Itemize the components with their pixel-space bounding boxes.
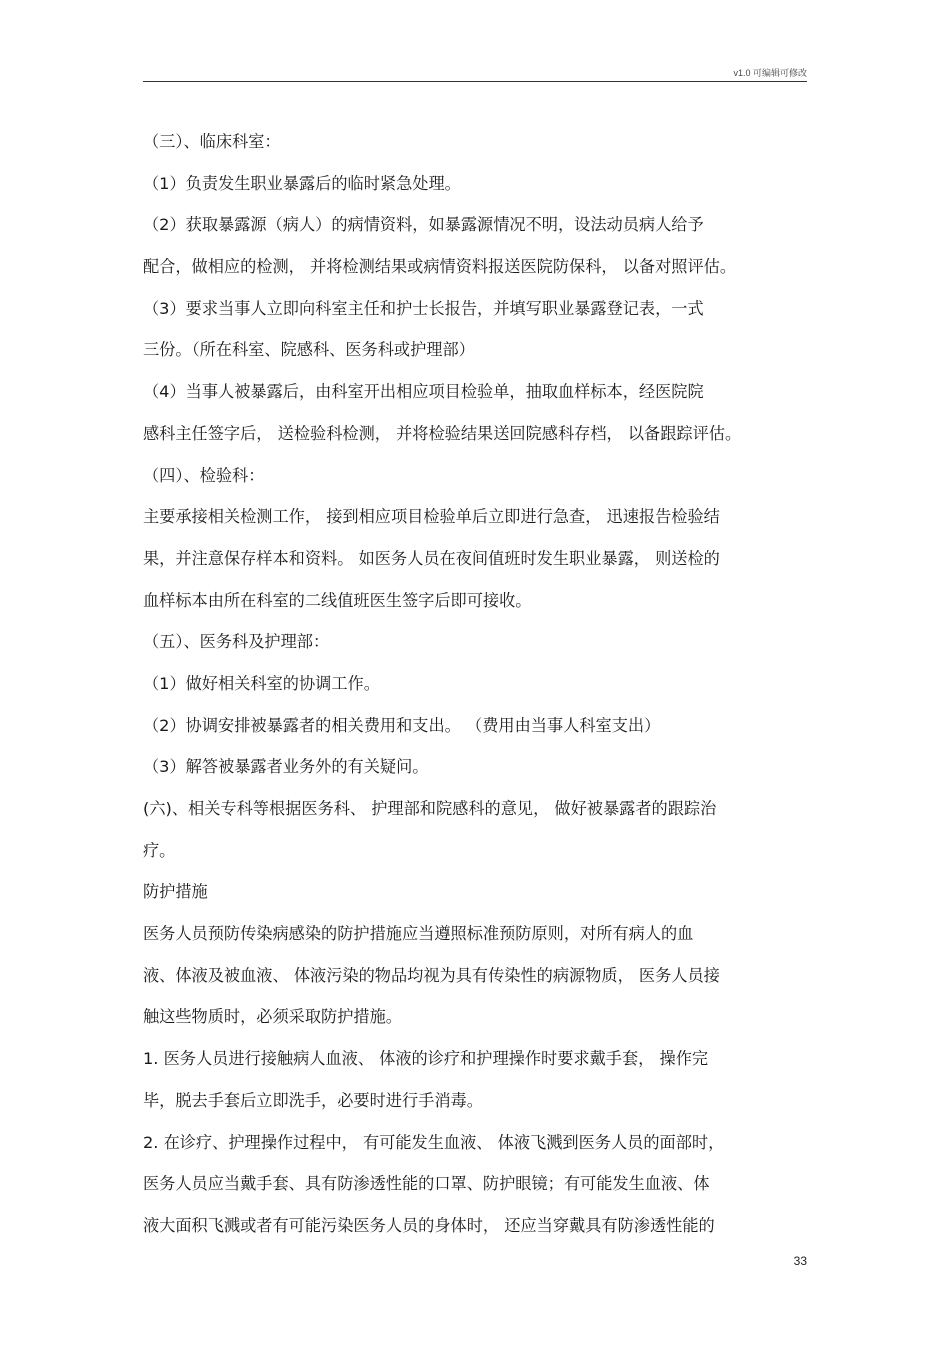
text-line: 2. 在诊疗、护理操作过程中， 有可能发生血液、 体液飞溅到医务人员的面部时， xyxy=(143,1132,725,1152)
text-line: 医务人员应当戴手套、具有防渗透性能的口罩、防护眼镜；有可能发生血液、体 xyxy=(143,1174,710,1194)
text-line: 主要承接相关检测工作， 接到相应项目检验单后立即进行急查， 迅速报告检验结 xyxy=(143,507,720,527)
text-line: 液、体液及被血液、 体液污染的物品均视为具有传染性的病源物质， 医务人员接 xyxy=(143,965,720,985)
text-line: （五）、医务科及护理部： xyxy=(143,632,330,652)
page-number: 33 xyxy=(793,1254,807,1268)
text-line: （3）要求当事人立即向科室主任和护士长报告，并填写职业暴露登记表，一式 xyxy=(143,298,704,318)
text-line: 1. 医务人员进行接触病人血液、 体液的诊疗和护理操作时要求戴手套， 操作完 xyxy=(143,1049,709,1069)
section-heading: 防护措施 xyxy=(143,882,208,902)
text-line: 医务人员预防传染病感染的防护措施应当遵照标准预防原则，对所有病人的血 xyxy=(143,924,694,944)
text-line: （1）做好相关科室的协调工作。 xyxy=(143,673,380,693)
text-line: （3）解答被暴露者业务外的有关疑问。 xyxy=(143,757,429,777)
text-line: 毕，脱去手套后立即洗手，必要时进行手消毒。 xyxy=(143,1090,483,1110)
text-line: 疗。 xyxy=(143,840,176,860)
text-line: （2）获取暴露源（病人）的病情资料，如暴露源情况不明，设法动员病人给予 xyxy=(143,215,704,235)
text-line: (六)、相关专科等根据医务科、 护理部和院感科的意见， 做好被暴露者的跟踪治 xyxy=(143,799,717,818)
header-divider xyxy=(143,81,807,82)
text-line: 触这些物质时，必须采取防护措施。 xyxy=(143,1007,402,1027)
version-tag: v1.0 可编辑可修改 xyxy=(733,68,807,78)
text-line: （4）当事人被暴露后，由科室开出相应项目检验单，抽取血样标本，经医院院 xyxy=(143,382,704,402)
text-line: （四）、检验科： xyxy=(143,465,265,485)
text-line: （1）负责发生职业暴露后的临时紧急处理。 xyxy=(143,173,461,193)
document-body xyxy=(143,121,807,1247)
text-line: 配合，做相应的检测， 并将检测结果或病情资料报送医院防保科， 以备对照评估。 xyxy=(143,257,737,277)
text-line: （2）协调安排被暴露者的相关费用和支出。 （费用由当事人科室支出） xyxy=(143,715,661,735)
text-line: 感科主任签字后， 送检验科检测， 并将检验结果送回院感科存档， 以备跟踪评估。 xyxy=(143,423,742,443)
text-line: 血样标本由所在科室的二线值班医生签字后即可接收。 xyxy=(143,590,532,610)
text-line: （三）、临床科室： xyxy=(143,132,281,151)
text-line: 液大面积飞溅或者有可能污染医务人员的身体时， 还应当穿戴具有防渗透性能的 xyxy=(143,1215,715,1235)
text-line: 果，并注意保存样本和资料。 如医务人员在夜间值班时发生职业暴露， 则送检的 xyxy=(143,548,720,568)
text-line: 三份。（所在科室、院感科、医务科或护理部） xyxy=(143,340,475,360)
